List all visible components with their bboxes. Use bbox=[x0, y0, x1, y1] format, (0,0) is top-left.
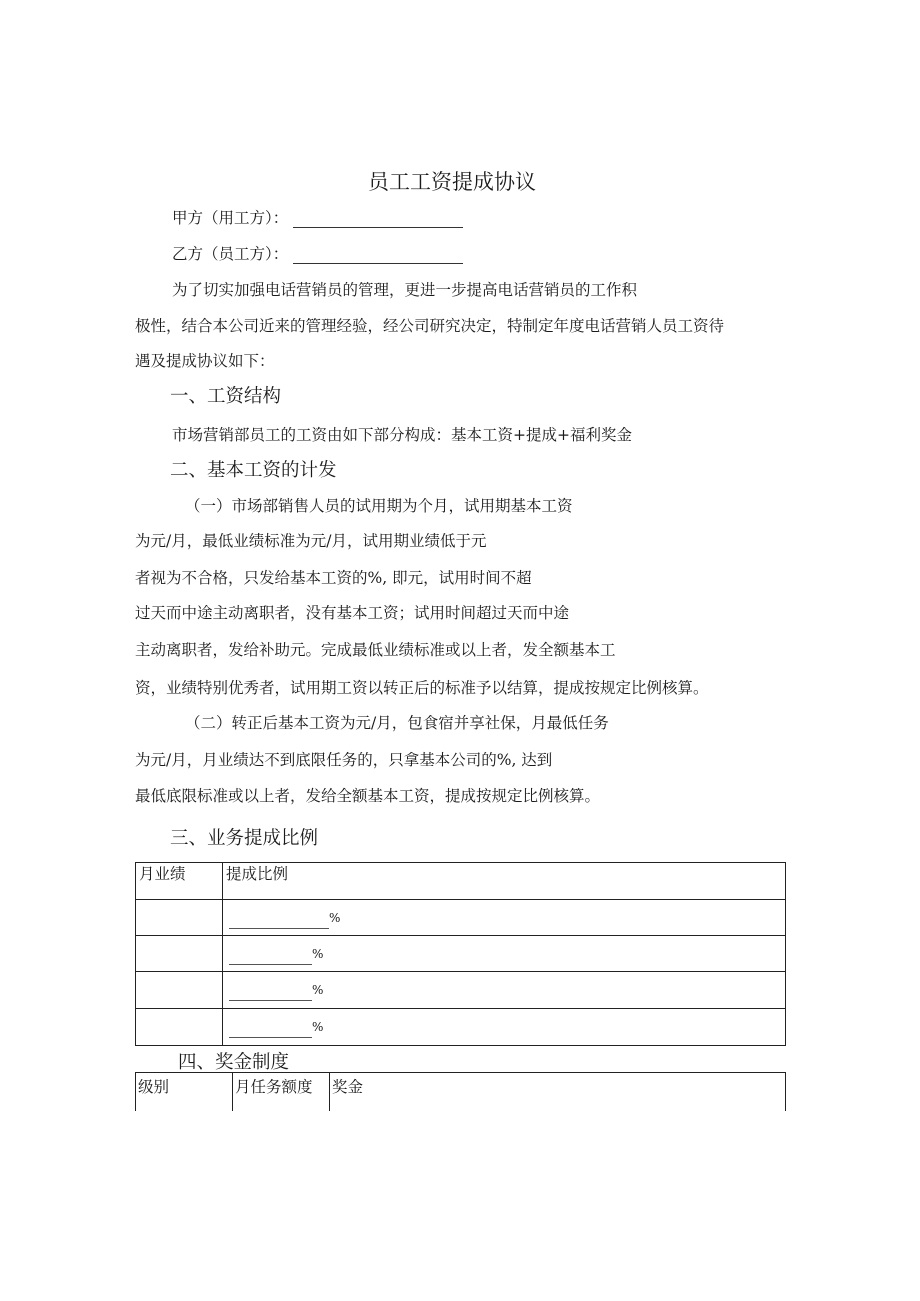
commission-table bbox=[135, 862, 786, 1046]
table-row bbox=[136, 1009, 786, 1046]
party-a-label: 甲方（用工方）： bbox=[172, 209, 289, 227]
section4-heading: 四、奖金制度 bbox=[178, 1052, 290, 1073]
commission-cell-rate bbox=[223, 900, 786, 936]
percent-sign: % bbox=[312, 1020, 324, 1034]
section1-heading: 一、工资结构 bbox=[170, 386, 282, 407]
bonus-table bbox=[135, 1072, 786, 1111]
commission-cell-rate bbox=[223, 1009, 786, 1046]
s2-p1-line-5: 主动离职者，发给补助元。完成最低业绩标准或以上者，发全额基本工 bbox=[135, 641, 616, 659]
commission-cell-performance bbox=[136, 1009, 223, 1046]
bonus-table-border bbox=[329, 1073, 330, 1111]
table-row bbox=[136, 900, 786, 936]
s2-p2-line-1: （二）转正后基本工资为元/月，包食宿并享社保，月最低任务 bbox=[185, 714, 609, 732]
section2-heading: 二、基本工资的计发 bbox=[170, 460, 337, 481]
party-b-label: 乙方（员工方）： bbox=[172, 245, 289, 263]
commission-cell-rate bbox=[223, 936, 786, 972]
section3-heading: 三、业务提成比例 bbox=[170, 828, 319, 849]
bonus-table-border bbox=[232, 1073, 233, 1111]
table-row bbox=[136, 936, 786, 972]
party-b-blank bbox=[293, 245, 463, 264]
s2-p2-line-3: 最低底限标准或以上者，发给全额基本工资，提成按规定比例核算。 bbox=[135, 787, 601, 805]
bonus-header-level: 级别 bbox=[138, 1078, 170, 1096]
party-b-line bbox=[172, 242, 463, 264]
commission-cell-performance bbox=[136, 972, 223, 1009]
table-row bbox=[136, 972, 786, 1009]
bonus-header-quota: 月任务额度 bbox=[235, 1078, 313, 1096]
s2-p1-line-3: 者视为不合格，只发给基本工资的%, 即元，试用时间不超 bbox=[135, 569, 532, 587]
s2-p1-line-4: 过天而中途主动离职者，没有基本工资；试用时间超过天而中途 bbox=[135, 604, 570, 622]
intro-line-1: 为了切实加强电话营销员的管理，更进一步提高电话营销员的工作积 bbox=[172, 281, 638, 299]
s2-p1-line-6: 资，业绩特别优秀者，试用期工资以转正后的标准予以结算，提成按规定比例核算。 bbox=[135, 679, 709, 697]
document-title: 员工工资提成协议 bbox=[368, 170, 536, 194]
commission-cell-rate bbox=[223, 972, 786, 1009]
s2-p1-line-2: 为元/月，最低业绩标准为元/月，试用期业绩低于元 bbox=[135, 532, 487, 550]
s2-p2-line-2: 为元/月，月业绩达不到底限任务的，只拿基本公司的%, 达到 bbox=[135, 751, 553, 769]
intro-line-2: 极性，结合本公司近来的管理经验，经公司研究决定，特制定年度电话营销人员工资待 bbox=[135, 317, 725, 335]
bonus-table-border bbox=[785, 1073, 786, 1111]
commission-header-rate: 提成比例 bbox=[223, 863, 786, 900]
percent-sign: % bbox=[312, 983, 324, 997]
bonus-header-bonus: 奖金 bbox=[332, 1078, 364, 1096]
bonus-table-border bbox=[135, 1073, 136, 1111]
section1-text: 市场营销部员工的工资由如下部分构成：基本工资+提成+福利奖金 bbox=[172, 426, 632, 444]
commission-cell-performance bbox=[136, 936, 223, 972]
commission-header-performance: 月业绩 bbox=[136, 863, 223, 900]
party-a-line bbox=[172, 206, 463, 228]
party-a-blank bbox=[293, 209, 463, 228]
intro-line-3: 遇及提成协议如下： bbox=[135, 352, 275, 370]
percent-sign: % bbox=[329, 911, 341, 925]
commission-cell-performance bbox=[136, 900, 223, 936]
percent-sign: % bbox=[312, 947, 324, 961]
s2-p1-line-1: （一）市场部销售人员的试用期为个月，试用期基本工资 bbox=[185, 497, 573, 515]
